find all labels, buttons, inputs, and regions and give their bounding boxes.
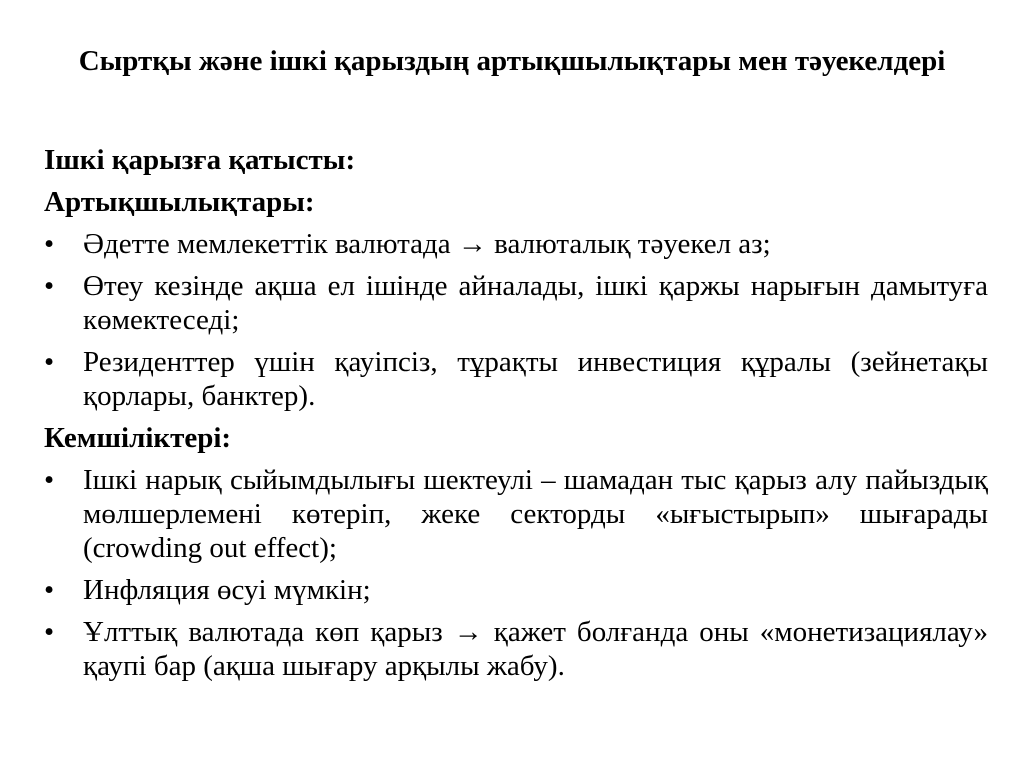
bullet-icon: • (44, 574, 55, 606)
list-item (44, 463, 988, 565)
advantages-list (44, 227, 988, 413)
list-item-text: Резиденттер үшін қауіпсіз, тұрақты инвестиция құралы (зейнетақы қорлары, банктер). (83, 346, 988, 412)
list-item (44, 615, 988, 683)
section-heading-internal-debt: Ішкі қарызға қатысты: (44, 144, 356, 176)
list-item-text: Инфляция өсуі мүмкін; (83, 574, 371, 606)
list-item-text: Әдетте мемлекеттік валютада → валюталық тәуекел аз; (83, 228, 771, 260)
section-heading-advantages: Артықшылықтары: (44, 186, 315, 218)
list-item (44, 345, 988, 413)
bullet-icon: • (44, 346, 55, 378)
section-heading-disadvantages: Кемшіліктері: (44, 422, 232, 454)
list-item (44, 573, 988, 607)
bullet-icon: • (44, 464, 55, 496)
list-item-text: Өтеу кезінде ақша ел ішінде айналады, ішкі қаржы нарығын дамытуға көмектеседі; (83, 270, 988, 336)
list-item-text: Ұлттық валютада көп қарыз → қажет болғанда оны «монетизациялау» қаупі бар (ақша шығару арқылы жабу). (83, 616, 988, 682)
slide-content (44, 143, 988, 691)
bullet-icon: • (44, 616, 55, 648)
bullet-icon: • (44, 270, 55, 302)
list-item-text: Ішкі нарық сыйымдылығы шектеулі – шамадан тыс қарыз алу пайыздық мөлшерлемені көтеріп, жеке секторды «ығыстырып» шығарады (crowding out effect); (83, 464, 988, 564)
slide-title: Сыртқы және ішкі қарыздың артықшылықтары мен тәуекелдері (78, 45, 946, 77)
list-item (44, 227, 988, 261)
list-item (44, 269, 988, 337)
bullet-icon: • (44, 228, 55, 260)
disadvantages-list (44, 463, 988, 683)
